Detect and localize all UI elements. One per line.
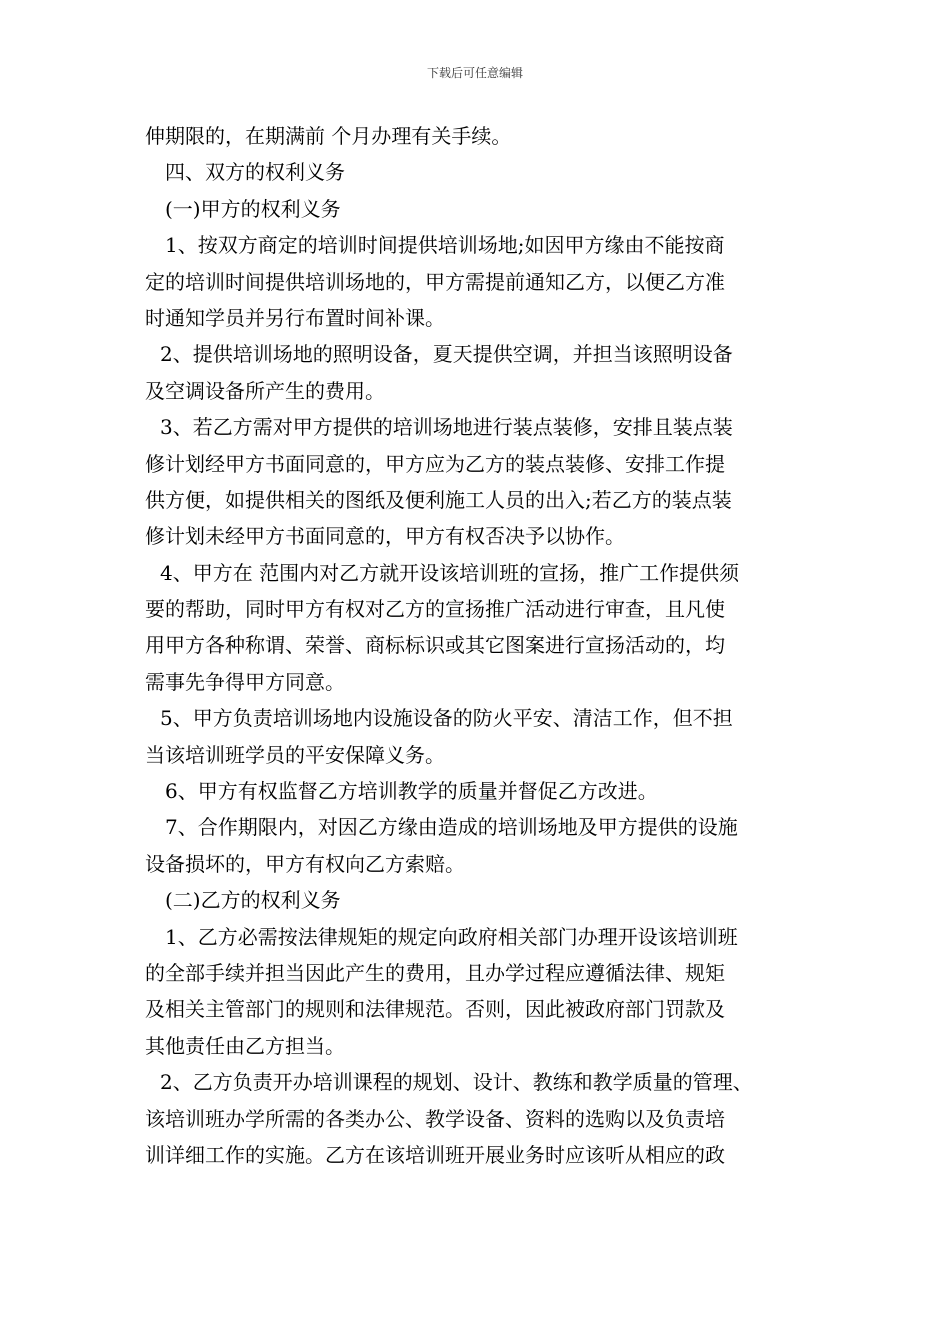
paragraph-line: 6、甲方有权监督乙方培训教学的质量并督促乙方改进。	[165, 779, 658, 804]
paragraph-line: 7、合作期限内，对因乙方缘由造成的培训场地及甲方提供的设施	[165, 815, 738, 840]
paragraph-line: 需事先争得甲方同意。	[145, 669, 345, 694]
paragraph-line: 3、若乙方需对甲方提供的培训场地进行装点装修，安排且装点装	[160, 415, 733, 440]
paragraph-line: 的全部手续并担当因此产生的费用，且办学过程应遵循法律、规矩	[145, 960, 725, 985]
paragraph-line: (一)甲方的权利义务	[165, 196, 341, 221]
paragraph-line: 伸期限的，在期满前 个月办理有关手续。	[145, 124, 512, 148]
paragraph-line: 5、甲方负责培训场地内设施设备的防火平安、清洁工作，但不担	[160, 706, 733, 731]
paragraph-line: 4、甲方在 范围内对乙方就开设该培训班的宣扬，推广工作提供须	[160, 560, 740, 585]
paragraph-line: 2、乙方负责开办培训课程的规划、设计、教练和教学质量的管理、	[160, 1070, 753, 1095]
paragraph-line: 2、提供培训场地的照明设备，夏天提供空调，并担当该照明设备	[160, 342, 733, 367]
page-header-note: 下载后可任意编辑	[426, 66, 523, 80]
paragraph-line: 时通知学员并另行布置时间补课。	[145, 305, 445, 330]
paragraph-line: 用甲方各种称谓、荣誉、商标标识或其它图案进行宣扬活动的，均	[145, 633, 725, 658]
paragraph-line: 当该培训班学员的平安保障义务。	[145, 742, 445, 767]
paragraph-line: (二)乙方的权利义务	[165, 888, 341, 913]
paragraph-line: 其他责任由乙方担当。	[145, 1033, 345, 1058]
paragraph-line: 训详细工作的实施。乙方在该培训班开展业务时应该听从相应的政	[145, 1142, 725, 1167]
paragraph-line: 及相关主管部门的规则和法律规范。否则，因此被政府部门罚款及	[145, 997, 725, 1022]
paragraph-line: 修计划经甲方书面同意的，甲方应为乙方的装点装修、安排工作提	[145, 451, 725, 476]
paragraph-line: 要的帮助，同时甲方有权对乙方的宣扬推广活动进行审查，且凡使	[145, 597, 725, 622]
paragraph-line: 该培训班办学所需的各类办公、教学设备、资料的选购以及负责培	[145, 1106, 725, 1131]
paragraph-line: 及空调设备所产生的费用。	[145, 378, 385, 403]
paragraph-line: 定的培训时间提供培训场地的，甲方需提前通知乙方，以便乙方准	[145, 269, 725, 294]
paragraph-line: 1、按双方商定的培训时间提供培训场地;如因甲方缘由不能按商	[165, 233, 725, 258]
paragraph-line: 1、乙方必需按法律规矩的规定向政府相关部门办理开设该培训班	[165, 924, 738, 949]
paragraph-line: 设备损坏的，甲方有权向乙方索赔。	[145, 851, 465, 876]
paragraph-line: 供方便，如提供相关的图纸及便利施工人员的出入;若乙方的装点装	[145, 487, 732, 512]
document-body	[145, 118, 815, 1173]
paragraph-line: 四、双方的权利义务	[165, 160, 345, 185]
paragraph-line: 修计划未经甲方书面同意的，甲方有权否决予以协作。	[145, 524, 625, 549]
